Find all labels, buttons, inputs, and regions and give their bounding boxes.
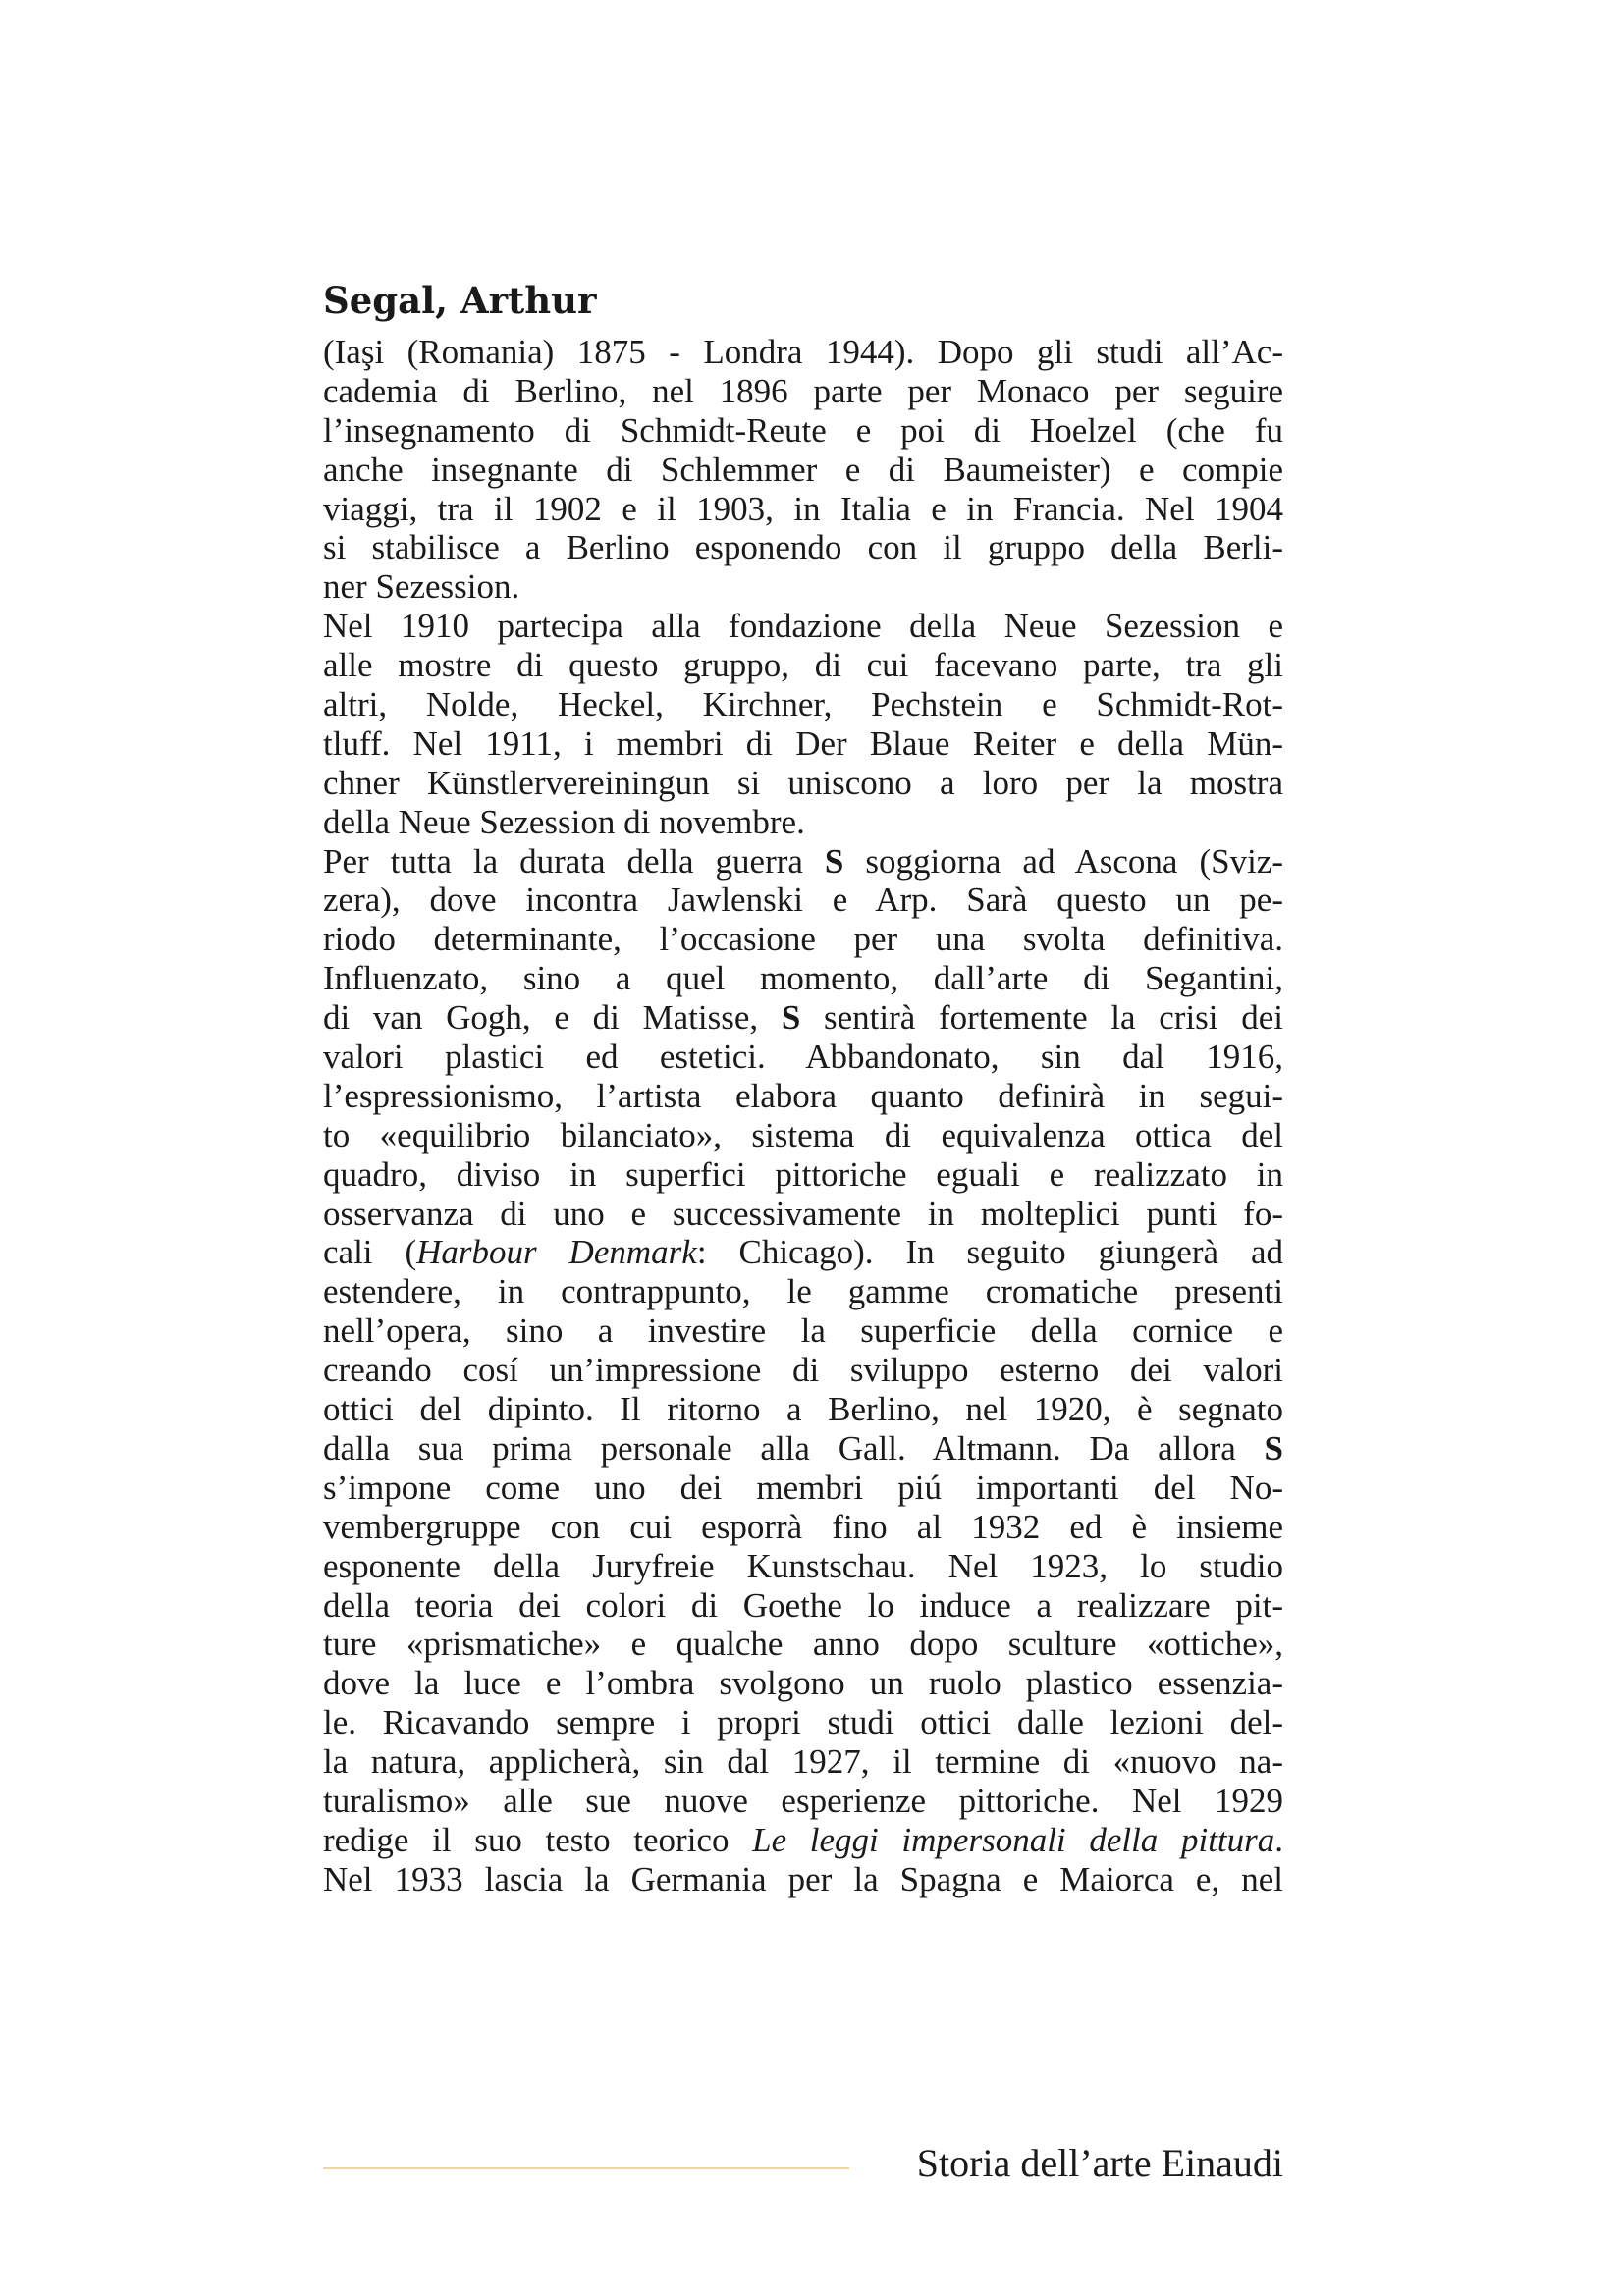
text-run: zera), dove incontra Jawlenski e Arp. Sarà questo un pe-: [323, 881, 1283, 920]
body-line: [323, 998, 1283, 1038]
text-run: nell’opera, sino a investire la superficie della cornice e: [323, 1311, 1283, 1351]
body-line: [323, 646, 1283, 685]
body-line: [323, 1311, 1283, 1351]
abbrev-S: S: [824, 841, 844, 881]
text-run: sentirà fortemente la crisi dei: [800, 998, 1283, 1038]
text-run: alle mostre di questo gruppo, di cui facevano parte, tra gli: [323, 646, 1283, 685]
body-line: [323, 1468, 1283, 1508]
body-line: [323, 881, 1283, 920]
text-run: s’impone come uno dei membri piú importanti del No-: [323, 1468, 1283, 1507]
text-run: quadro, diviso in superfici pittoriche eguali e realizzato in: [323, 1154, 1283, 1194]
body-line: [323, 528, 1283, 567]
entry-title: Segal, Arthur: [323, 279, 597, 322]
text-run: riodo determinante, l’occasione per una svolta definitiva.: [323, 920, 1283, 959]
text-run: vembergruppe con cui esporrà fino al 1932 ed è insieme: [323, 1507, 1283, 1546]
text-run: ner Sezession.: [323, 567, 520, 607]
text-run: Influenzato, sino a quel momento, dall’arte di Segantini,: [323, 959, 1283, 998]
body-line: [323, 1351, 1283, 1390]
text-run: si stabilisce a Berlino esponendo con il gruppo della Berli-: [323, 528, 1283, 567]
text-run: soggiorna ad Ascona (Sviz-: [843, 841, 1283, 881]
footer-title: Storia dell’arte Einaudi: [916, 2141, 1283, 2185]
body-line: [323, 411, 1283, 451]
body-line: [323, 959, 1283, 998]
body-line: [323, 451, 1283, 490]
body-line: [323, 567, 1283, 607]
body-line: [323, 490, 1283, 529]
body-line: [323, 764, 1283, 803]
text-run: chner Künstlervereiningun si uniscono a loro per la mostra: [323, 763, 1283, 802]
text-run: l’espressionismo, l’artista elabora quanto definirà in segui-: [323, 1076, 1283, 1115]
body-line: [323, 1077, 1283, 1116]
text-run: le. Ricavando sempre i propri studi ottici dalle lezioni del-: [323, 1703, 1283, 1742]
abbrev-S: S: [781, 998, 801, 1038]
abbrev-S: S: [1264, 1428, 1283, 1468]
body-line: [323, 1547, 1283, 1586]
text-run: : Chicago). In seguito giungerà ad: [696, 1233, 1283, 1272]
entry-body: [323, 333, 1283, 1899]
body-line: [323, 1664, 1283, 1703]
text-run: ture «prismatiche» e qualche anno dopo sculture «ottiche»,: [323, 1625, 1283, 1664]
text-run: to «equilibrio bilanciato», sistema di equivalenza ottica del: [323, 1115, 1283, 1154]
text-run: cali (: [323, 1233, 417, 1272]
body-line: [323, 372, 1283, 411]
body-line: [323, 1821, 1283, 1860]
body-line: [323, 1272, 1283, 1311]
text-run: creando cosí un’impressione di sviluppo esterno dei valori: [323, 1351, 1283, 1390]
text-run: redige il suo testo teorico: [323, 1820, 753, 1859]
text-run: turalismo» alle sue nuove esperienze pittoriche. Nel 1929: [323, 1781, 1283, 1820]
text-run: esponente della Juryfreie Kunstschau. Nel 1923, lo studio: [323, 1546, 1283, 1585]
body-line: [323, 1038, 1283, 1077]
text-run: di van Gogh, e di Matisse,: [323, 998, 782, 1038]
text-run: della Neue Sezession di novembre.: [323, 802, 805, 841]
body-line: [323, 1390, 1283, 1429]
text-run: la natura, applicherà, sin dal 1927, il termine di «nuovo na-: [323, 1742, 1283, 1782]
text-run: Nel 1910 partecipa alla fondazione della Neue Sezession e: [323, 607, 1283, 646]
text-run: della teoria dei colori di Goethe lo induce a realizzare pit-: [323, 1585, 1283, 1625]
text-run: tluff. Nel 1911, i membri di Der Blaue Reiter e della Mün-: [323, 723, 1283, 763]
text-run: osservanza di uno e successivamente in molteplici punti fo-: [323, 1194, 1283, 1233]
body-line: [323, 1860, 1283, 1899]
body-line: [323, 1195, 1283, 1234]
body-line: [323, 1233, 1283, 1272]
body-line: [323, 724, 1283, 764]
text-run: viaggi, tra il 1902 e il 1903, in Italia e in Francia. Nel 1904: [323, 489, 1283, 528]
artwork-title: Harbour Denmark: [416, 1233, 697, 1272]
body-line: [323, 1116, 1283, 1155]
text-run: l’insegnamento di Schmidt-Reute e poi di Hoelzel (che fu: [323, 410, 1283, 450]
text-run: dove la luce e l’ombra svolgono un ruolo plastico essenzia-: [323, 1664, 1283, 1703]
text-run: ottici del dipinto. Il ritorno a Berlino, nel 1920, è segnato: [323, 1390, 1283, 1429]
body-line: [323, 1429, 1283, 1468]
book-title: Le leggi impersonali della pittura: [752, 1820, 1275, 1859]
body-line: [323, 1508, 1283, 1547]
body-line: [323, 920, 1283, 959]
body-line: [323, 333, 1283, 372]
body-line: [323, 1155, 1283, 1195]
body-line: [323, 803, 1283, 842]
text-run: (Iaşi (Romania) 1875 - Londra 1944). Dopo gli studi all’Ac-: [323, 333, 1283, 371]
footer-rule: [323, 2167, 849, 2169]
body-line: [323, 685, 1283, 724]
body-line: [323, 1782, 1283, 1821]
body-line: [323, 1586, 1283, 1626]
text-run: valori plastici ed estetici. Abbandonato, sin dal 1916,: [323, 1038, 1283, 1077]
text-run: dalla sua prima personale alla Gall. Altmann. Da allora: [323, 1428, 1265, 1468]
body-line: [323, 842, 1283, 881]
text-run: .: [1274, 1820, 1284, 1859]
body-line: [323, 1703, 1283, 1742]
text-run: anche insegnante di Schlemmer e di Baumeister) e compie: [323, 450, 1283, 489]
body-line: [323, 607, 1283, 646]
body-line: [323, 1625, 1283, 1664]
text-run: cademia di Berlino, nel 1896 parte per Monaco per seguire: [323, 371, 1283, 410]
text-run: estendere, in contrappunto, le gamme cromatiche presenti: [323, 1272, 1283, 1311]
text-run: Nel 1933 lascia la Germania per la Spagna e Maiorca e, nel: [323, 1859, 1283, 1898]
text-run: altri, Nolde, Heckel, Kirchner, Pechstein e Schmidt-Rot-: [323, 685, 1283, 724]
text-run: Per tutta la durata della guerra: [323, 841, 825, 881]
body-line: [323, 1742, 1283, 1782]
